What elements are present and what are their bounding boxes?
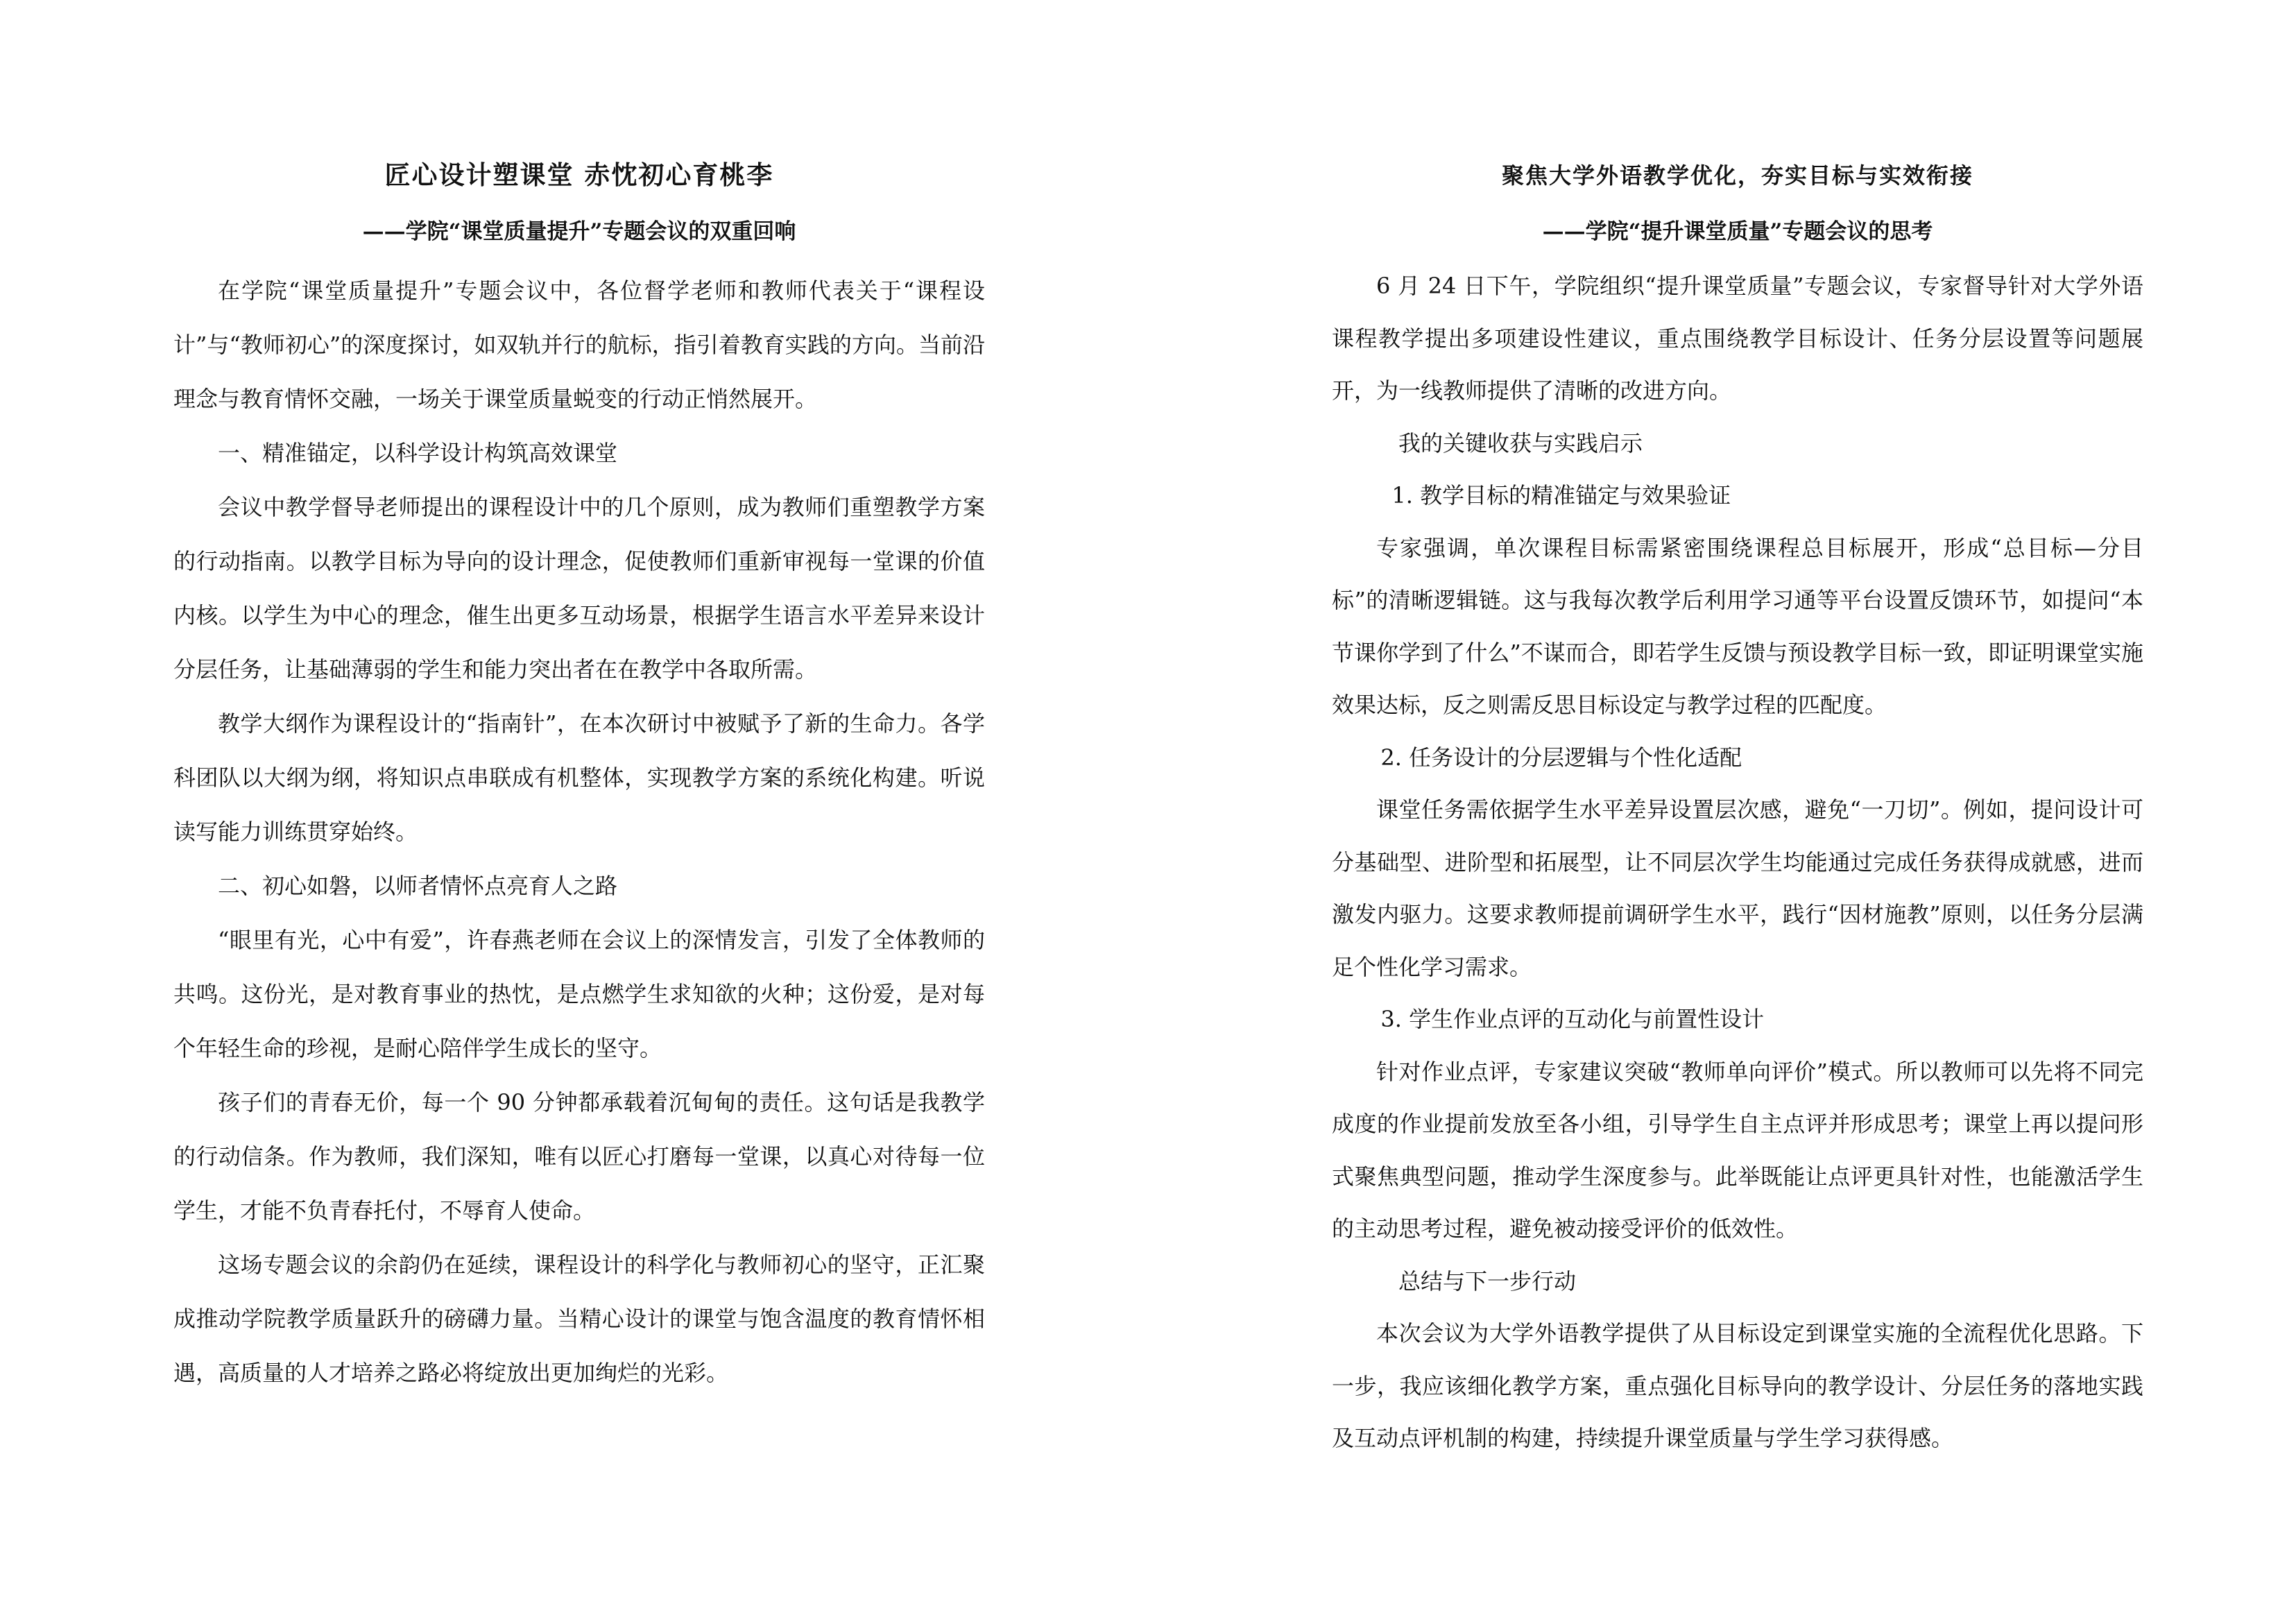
- left-article-body: [173, 264, 985, 1400]
- right-article-subtitle: ——学院“提升课堂质量”专题会议的思考: [1542, 219, 1933, 244]
- right-article-title: 聚焦大学外语教学优化，夯实目标与实效衔接: [1501, 162, 1973, 189]
- right-paragraph-intro: 6 月 24 日下午，学院组织“提升课堂质量”专题会议，专家督导针对大学外语课程教学提出多项建设性建议，重点围绕教学目标设计、任务分层设置等问题展开，为一线教师提供了清晰的改进方向。: [1332, 273, 2143, 404]
- right-paragraph-objectives: 专家强调，单次课程目标需紧密围绕课程总目标展开，形成“总目标—分目标”的清晰逻辑链。这与我每次教学后利用学习通等平台设置反馈环节，如提问“本节课你学到了什么”不谋而合，即若学生反馈与预设教学目标一致，即证明课堂实施效果达标，反之则需反思目标设定与教学过程的匹配度。: [1332, 534, 2143, 718]
- right-paragraph-tasks: 课堂任务需依据学生水平差异设置层次感，避免“一刀切”。例如，提问设计可分基础型、进阶型和拓展型，让不同层次学生均能通过完成任务获得成就感，进而激发内驱力。这要求教师提前调研学生水平，践行“因材施教”原则，以任务分层满足个性化学习需求。: [1332, 796, 2143, 980]
- right-article-body: [1332, 260, 2143, 1465]
- right-section-heading-takeaways: 我的关键收获与实践启示: [1398, 429, 1643, 456]
- right-subheading-1: 1. 教学目标的精准锚定与效果验证: [1391, 482, 1731, 508]
- right-paragraph-homework: 针对作业点评，专家建议突破“教师单向评价”模式。所以教师可以先将不同完成度的作业提前发放至各小组，引导学生自主点评并形成思考；课堂上再以提问形式聚焦典型问题，推动学生深度参与。此举既能让点评更具针对性，也能激活学生的主动思考过程，避免被动接受评价的低效性。: [1332, 1058, 2143, 1242]
- right-section-heading-summary: 总结与下一步行动: [1398, 1267, 1577, 1294]
- left-paragraph-design-principles: 会议中教学督导老师提出的课程设计中的几个原则，成为教师们重塑教学方案的行动指南。以教学目标为导向的设计理念，促使教师们重新审视每一堂课的价值内核。以学生为中心的理念，催生出更多互动场景，根据学生语言水平差异来设计分层任务，让基础薄弱的学生和能力突出者在在教学中各取所需。: [173, 494, 985, 683]
- left-section-heading-1: 一、精准锚定，以科学设计构筑高效课堂: [218, 440, 618, 466]
- left-paragraph-youth: 孩子们的青春无价，每一个 90 分钟都承载着沉甸甸的责任。这句话是我教学的行动信条。作为教师，我们深知，唯有以匠心打磨每一堂课，以真心对待每一位学生，才能不负青春托付，不辱育人使命。: [173, 1089, 985, 1224]
- right-paragraph-conclusion: 本次会议为大学外语教学提供了从目标设定到课堂实施的全流程优化思路。下一步，我应该细化教学方案，重点强化目标导向的教学设计、分层任务的落地实践及互动点评机制的构建，持续提升课堂质量与学生学习获得感。: [1332, 1320, 2143, 1451]
- left-article: [173, 0, 985, 1624]
- right-article: [1332, 0, 2143, 1624]
- left-paragraph-light-love: “眼里有光，心中有爱”，许春燕老师在会议上的深情发言，引发了全体教师的共鸣。这份光，是对教育事业的热忱，是点燃学生求知欲的火种；这份爱，是对每个年轻生命的珍视，是耐心陪伴学生成长的坚守。: [173, 927, 985, 1061]
- left-article-title: 匠心设计塑课堂 赤忱初心育桃李: [384, 160, 774, 190]
- left-paragraph-syllabus: 教学大纲作为课程设计的“指南针”，在本次研讨中被赋予了新的生命力。各学科团队以大纲为纲，将知识点串联成有机整体，实现教学方案的系统化构建。听说读写能力训练贯穿始终。: [173, 710, 985, 845]
- left-paragraph-conclusion: 这场专题会议的余韵仍在延续，课程设计的科学化与教师初心的坚守，正汇聚成推动学院教学质量跃升的磅礴力量。当精心设计的课堂与饱含温度的教育情怀相遇，高质量的人才培养之路必将绽放出更加绚烂的光彩。: [173, 1251, 985, 1386]
- left-section-heading-2: 二、初心如磐，以师者情怀点亮育人之路: [218, 873, 618, 899]
- left-article-subtitle: ——学院“课堂质量提升”专题会议的双重回响: [362, 219, 796, 244]
- right-subheading-2: 2. 任务设计的分层逻辑与个性化适配: [1380, 744, 1742, 771]
- right-subheading-3: 3. 学生作业点评的互动化与前置性设计: [1380, 1006, 1765, 1032]
- left-paragraph-intro: 在学院“课堂质量提升”专题会议中，各位督学老师和教师代表关于“课程设计”与“教师初心”的深度探讨，如双轨并行的航标，指引着教育实践的方向。当前沿理念与教育情怀交融，一场关于课堂质量蜕变的行动正悄然展开。: [173, 277, 985, 412]
